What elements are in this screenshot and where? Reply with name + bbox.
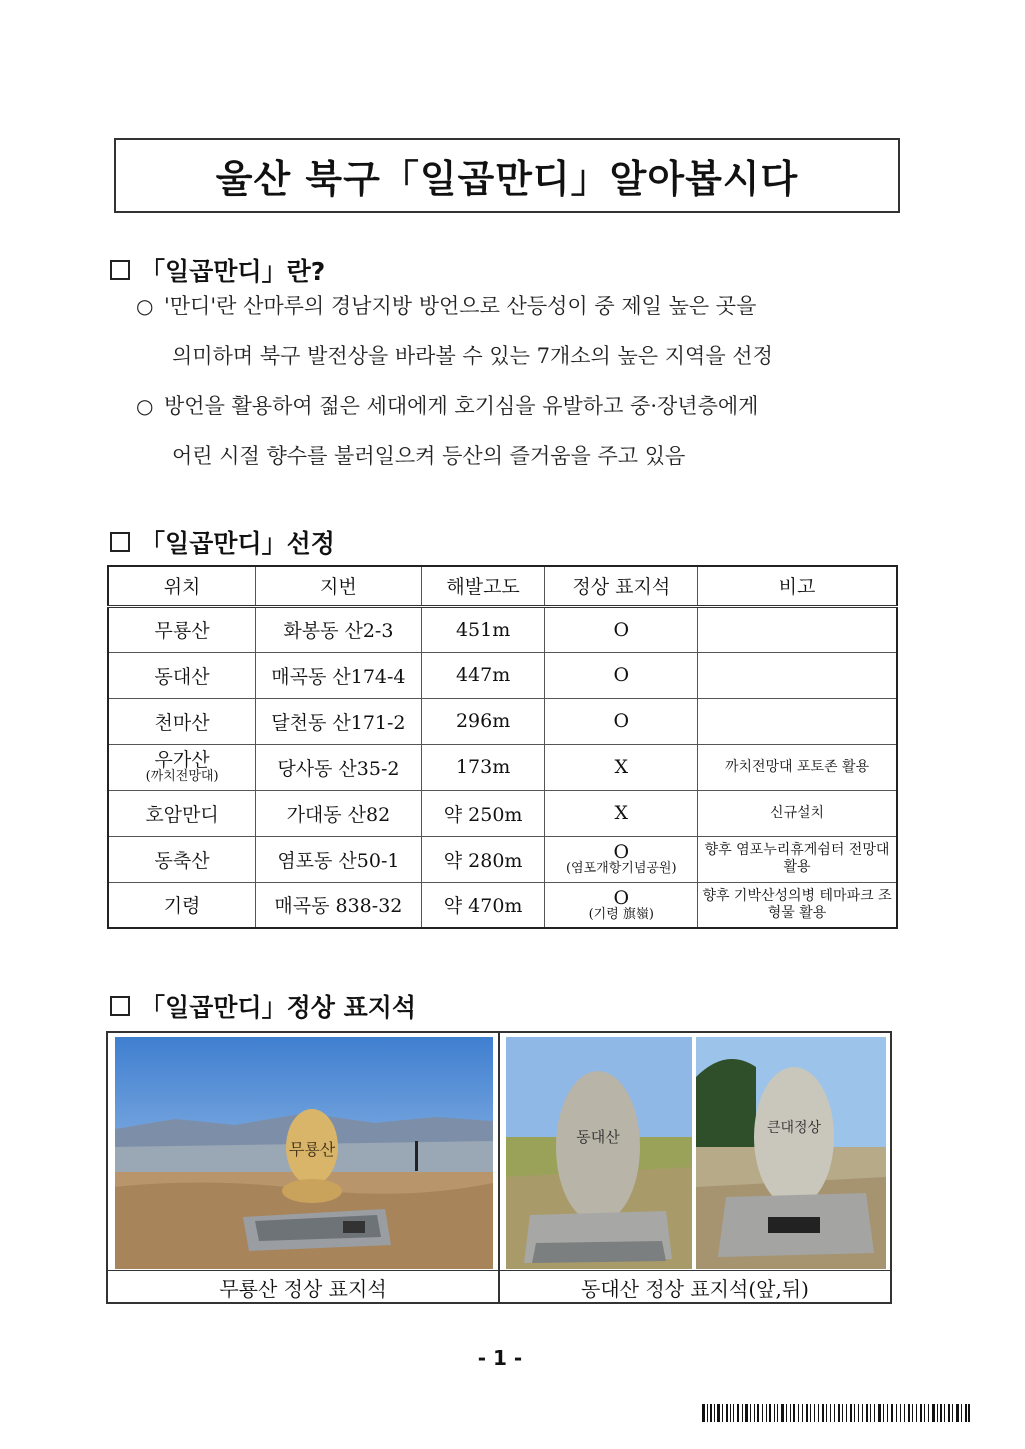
cell-location: 기령 <box>108 882 256 928</box>
circle-bullet-icon: ○ <box>136 294 154 318</box>
marker-photos-frame <box>106 1031 892 1304</box>
cell-marker-sub: (염포개항기념공원) <box>565 861 677 876</box>
cell-marker-main: O <box>613 841 630 863</box>
title-box <box>114 138 900 213</box>
dongdae-back-illustration <box>696 1037 886 1269</box>
intro-bullet-1-line-1 <box>136 290 756 320</box>
cell-note: 향후 염포누리휴게쉼터 전망대 활용 <box>698 836 897 882</box>
cell-altitude: 약 280m <box>421 836 545 882</box>
photo-dongdae-front <box>506 1037 692 1269</box>
table-row <box>108 744 897 790</box>
cell-altitude: 173m <box>421 744 545 790</box>
table-row <box>108 652 897 698</box>
cell-altitude: 451m <box>421 606 545 652</box>
header-altitude: 해발고도 <box>421 566 545 606</box>
cell-address: 화봉동 산2-3 <box>256 606 422 652</box>
bullet-text: 어린 시절 향수를 불러일으켜 등산의 즐거움을 주고 있음 <box>172 444 686 468</box>
header-location: 위치 <box>108 566 256 606</box>
caption-muryong: 무룡산 정상 표지석 <box>219 1277 387 1301</box>
cell-altitude: 296m <box>421 698 545 744</box>
cell-address: 달천동 산171-2 <box>256 698 422 744</box>
peaks-table <box>107 565 898 929</box>
cell-note <box>698 698 897 744</box>
bullet-text: 의미하며 북구 발전상을 바라볼 수 있는 7개소의 높은 지역을 선정 <box>172 344 773 368</box>
cell-marker <box>545 836 698 882</box>
section-heading-markers <box>110 988 416 1024</box>
dongdae-front-stone-text: 동대산 <box>576 1128 620 1146</box>
table-row <box>108 882 897 928</box>
caption-row <box>108 1270 890 1304</box>
checkbox-icon <box>110 532 130 552</box>
cell-location-sub: (까치전망대) <box>145 769 219 784</box>
cell-location: 천마산 <box>108 698 256 744</box>
intro-bullet-2-line-1 <box>136 390 758 420</box>
photo-divider <box>498 1033 500 1302</box>
dongdae-back-stone-text: 큰대정상 <box>766 1120 822 1136</box>
cell-note <box>698 652 897 698</box>
cell-location: 동축산 <box>108 836 256 882</box>
cell-marker: O <box>545 698 698 744</box>
cell-address: 당사동 산35-2 <box>256 744 422 790</box>
table-row <box>108 836 897 882</box>
cell-marker: X <box>545 790 698 836</box>
cell-marker <box>545 882 698 928</box>
cell-marker: X <box>545 744 698 790</box>
table-row <box>108 698 897 744</box>
cell-note: 까치전망대 포토존 활용 <box>698 744 897 790</box>
cell-location: 호암만디 <box>108 790 256 836</box>
cell-marker-main: O <box>613 886 630 909</box>
caption-dongdae: 동대산 정상 표지석(앞,뒤) <box>498 1271 890 1304</box>
cell-note <box>698 606 897 652</box>
cell-address: 매곡동 산174-4 <box>256 652 422 698</box>
cell-address: 가대동 산82 <box>256 790 422 836</box>
cell-note: 신규설치 <box>698 790 897 836</box>
bullet-text: '만디'란 산마루의 경남지방 방언으로 산등성이 중 제일 높은 곳을 <box>164 294 757 318</box>
table-row <box>108 790 897 836</box>
section-heading-intro-text: 「일곱만디」란? <box>140 257 326 286</box>
cell-marker-sub: (기령 旗嶺) <box>588 906 654 922</box>
cell-altitude: 약 470m <box>421 882 545 928</box>
checkbox-icon <box>110 260 130 280</box>
circle-bullet-icon: ○ <box>136 394 154 418</box>
intro-bullet-1-line-2 <box>172 340 773 370</box>
cell-location: 무룡산 <box>108 606 256 652</box>
page-title: 울산 북구「일곱만디」알아봅시다 <box>215 157 799 201</box>
table-header-row <box>108 566 897 606</box>
muryong-stone-text: 무룡산 <box>288 1140 336 1159</box>
section-heading-selection <box>110 524 335 560</box>
cell-note: 향후 기박산성의병 테마파크 조형물 활용 <box>698 882 897 928</box>
barcode-icon <box>702 1404 970 1422</box>
cell-location <box>108 744 256 790</box>
muryong-photo-illustration <box>115 1037 493 1269</box>
checkbox-icon <box>110 996 130 1016</box>
section-heading-intro <box>110 252 325 288</box>
cell-marker: O <box>545 606 698 652</box>
cell-marker: O <box>545 652 698 698</box>
cell-address: 염포동 산50-1 <box>256 836 422 882</box>
header-address: 지번 <box>256 566 422 606</box>
bullet-text: 방언을 활용하여 젊은 세대에게 호기심을 유발하고 중·장년층에게 <box>164 394 759 418</box>
intro-bullet-2-line-2 <box>172 440 685 470</box>
cell-location: 동대산 <box>108 652 256 698</box>
cell-location-main: 우가산 <box>154 749 210 771</box>
header-marker: 정상 표지석 <box>545 566 698 606</box>
section-heading-markers-text: 「일곱만디」정상 표지석 <box>140 993 417 1022</box>
photo-muryong-marker <box>115 1037 493 1269</box>
table-row <box>108 606 897 652</box>
cell-altitude: 약 250m <box>421 790 545 836</box>
cell-address: 매곡동 838-32 <box>256 882 422 928</box>
dongdae-front-illustration <box>506 1037 692 1269</box>
photo-dongdae-back <box>696 1037 886 1269</box>
cell-altitude: 447m <box>421 652 545 698</box>
header-note: 비고 <box>698 566 897 606</box>
page-number: - 1 - <box>477 1346 523 1370</box>
section-heading-selection-text: 「일곱만디」선정 <box>140 529 335 558</box>
